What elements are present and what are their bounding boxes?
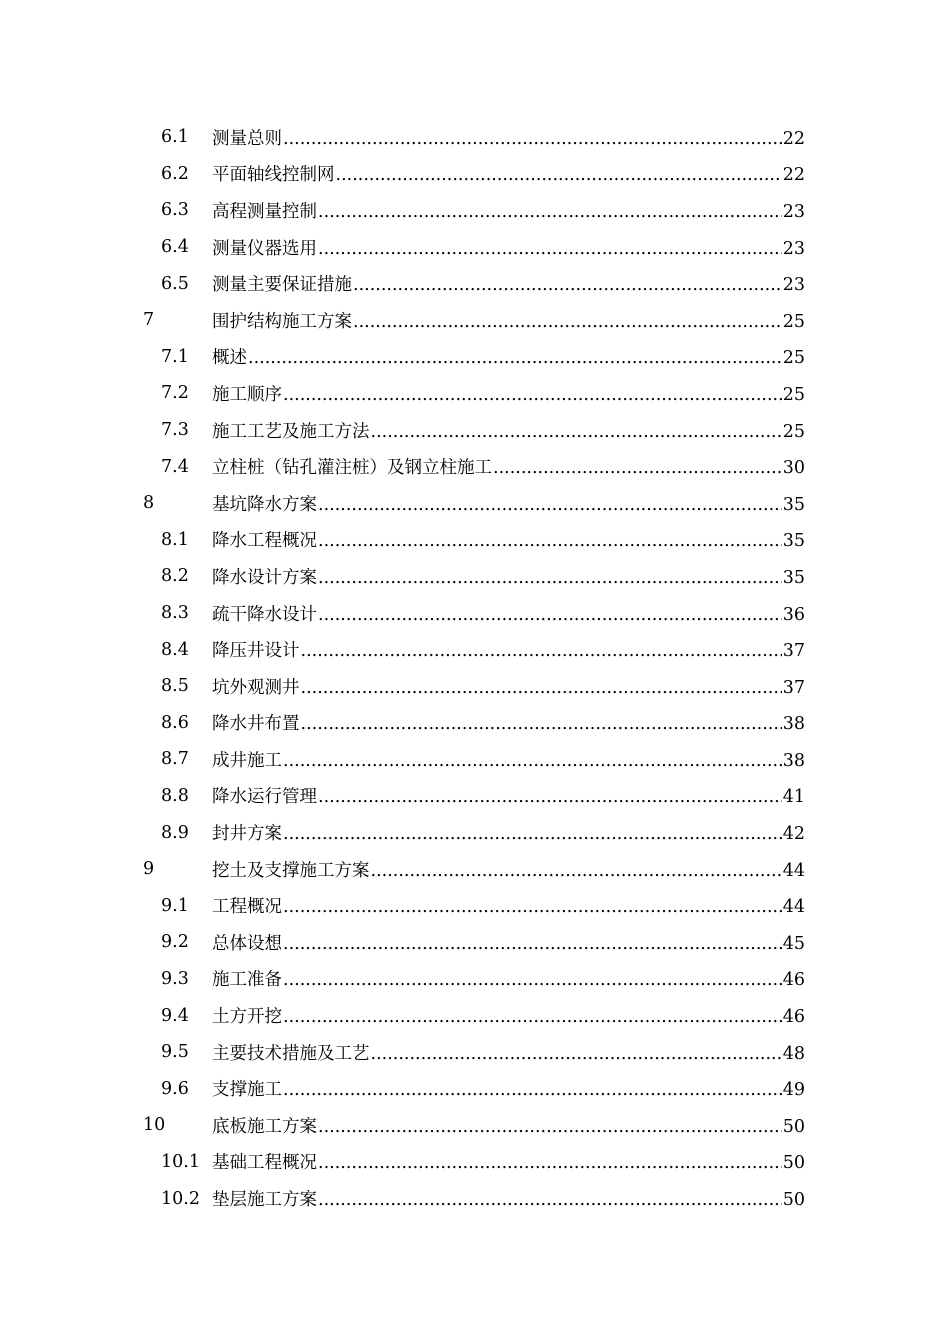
toc-entry-number: 6.4 (161, 237, 189, 258)
toc-entry-page-number: 23 (782, 275, 805, 296)
toc-entry-body (212, 820, 805, 845)
toc-entry[interactable] (0, 851, 950, 888)
toc-entry-page-number: 50 (782, 1190, 805, 1211)
table-of-contents (0, 119, 950, 1217)
toc-entry-number: 8 (143, 493, 155, 514)
toc-entry-number: 7.4 (161, 456, 189, 477)
toc-dot-leader (318, 1117, 782, 1137)
toc-entry-title: 垫层施工方案 (212, 1190, 317, 1211)
toc-entry-title: 土方开挖 (212, 1007, 282, 1028)
toc-entry-page-number: 35 (782, 531, 805, 552)
toc-entry[interactable] (0, 595, 950, 632)
toc-entry-page-number: 45 (782, 933, 805, 954)
toc-entry-number: 8.9 (161, 822, 189, 843)
toc-entry[interactable] (0, 705, 950, 742)
toc-entry-title: 挖土及支撑施工方案 (212, 860, 370, 881)
toc-dot-leader (283, 897, 782, 917)
toc-dot-leader (371, 861, 782, 881)
toc-entry-page-number: 41 (782, 787, 805, 808)
toc-entry[interactable] (0, 339, 950, 376)
toc-entry-number: 8.6 (161, 712, 189, 733)
toc-dot-leader (283, 970, 782, 990)
toc-entry-page-number: 44 (782, 860, 805, 881)
toc-entry-body (212, 710, 805, 735)
toc-entry-page-number: 38 (782, 750, 805, 771)
toc-entry-body (212, 1113, 805, 1138)
toc-entry-title: 降水运行管理 (212, 787, 317, 808)
toc-entry-page-number: 44 (782, 897, 805, 918)
toc-entry-number: 6.3 (161, 200, 189, 221)
toc-entry-number: 7.1 (161, 346, 189, 367)
toc-dot-leader (283, 751, 782, 771)
toc-dot-leader (301, 714, 782, 734)
toc-entry-body (212, 747, 805, 772)
toc-entry-number: 9.1 (161, 895, 189, 916)
toc-entry-page-number: 35 (782, 494, 805, 515)
toc-entry[interactable] (0, 229, 950, 266)
toc-entry-page-number: 23 (782, 238, 805, 259)
toc-dot-leader (283, 824, 782, 844)
toc-entry[interactable] (0, 887, 950, 924)
toc-entry-body (212, 308, 805, 333)
toc-entry[interactable] (0, 156, 950, 193)
toc-entry-title: 降水工程概况 (212, 531, 317, 552)
toc-entry-page-number: 42 (782, 824, 805, 845)
toc-entry[interactable] (0, 1180, 950, 1217)
toc-entry[interactable] (0, 924, 950, 961)
toc-entry[interactable] (0, 1144, 950, 1181)
toc-entry-title: 疏干降水设计 (212, 604, 317, 625)
toc-entry[interactable] (0, 302, 950, 339)
toc-entry-number: 10 (143, 1115, 166, 1136)
toc-entry-number: 7.2 (161, 383, 189, 404)
toc-entry-title: 施工工艺及施工方法 (212, 421, 370, 442)
toc-entry-body (212, 125, 805, 150)
toc-entry-page-number: 50 (782, 1153, 805, 1174)
toc-entry-title: 围护结构施工方案 (212, 311, 352, 332)
toc-entry-title: 工程概况 (212, 897, 282, 918)
toc-entry-number: 9.4 (161, 1005, 189, 1026)
toc-entry-title: 封井方案 (212, 824, 282, 845)
toc-entry-body (212, 381, 805, 406)
toc-entry-title: 平面轴线控制网 (212, 165, 335, 186)
toc-entry-page-number: 49 (782, 1080, 805, 1101)
toc-entry-body (212, 1040, 805, 1065)
toc-entry-title: 总体设想 (212, 933, 282, 954)
toc-entry-body (212, 893, 805, 918)
toc-entry[interactable] (0, 412, 950, 449)
toc-entry[interactable] (0, 558, 950, 595)
toc-entry-title: 概述 (212, 348, 247, 369)
toc-entry-page-number: 25 (782, 311, 805, 332)
toc-entry[interactable] (0, 1107, 950, 1144)
toc-entry-body (212, 161, 805, 186)
toc-entry-page-number: 25 (782, 348, 805, 369)
toc-entry-page-number: 46 (782, 970, 805, 991)
toc-entry-number: 8.4 (161, 639, 189, 660)
toc-entry-number: 7 (143, 310, 155, 331)
toc-dot-leader (318, 531, 782, 551)
toc-dot-leader (318, 568, 782, 588)
toc-entry-number: 8.1 (161, 529, 189, 550)
toc-dot-leader (248, 348, 782, 368)
toc-entry-title: 成井施工 (212, 750, 282, 771)
toc-dot-leader (493, 458, 782, 478)
toc-entry-body (212, 344, 805, 369)
toc-entry-body (212, 1149, 805, 1174)
toc-entry-number: 9.3 (161, 968, 189, 989)
toc-dot-leader (318, 787, 782, 807)
toc-entry-body (212, 674, 805, 699)
toc-entry[interactable] (0, 375, 950, 412)
toc-entry-number: 8.8 (161, 785, 189, 806)
toc-dot-leader (336, 165, 782, 185)
toc-entry-number: 8.7 (161, 749, 189, 770)
toc-entry-number: 8.5 (161, 676, 189, 697)
toc-entry[interactable] (0, 485, 950, 522)
toc-entry-page-number: 25 (782, 384, 805, 405)
toc-entry-title: 降压井设计 (212, 641, 300, 662)
toc-entry-title: 高程测量控制 (212, 201, 317, 222)
toc-entry-body (212, 418, 805, 443)
toc-entry-number: 8.3 (161, 603, 189, 624)
toc-entry[interactable] (0, 778, 950, 815)
toc-entry-title: 测量总则 (212, 128, 282, 149)
toc-entry-title: 立柱桩（钻孔灌注桩）及钢立柱施工 (212, 458, 492, 479)
toc-entry-page-number: 22 (782, 128, 805, 149)
toc-entry-page-number: 50 (782, 1116, 805, 1137)
toc-entry-page-number: 23 (782, 201, 805, 222)
toc-entry-page-number: 36 (782, 604, 805, 625)
toc-entry-title: 支撑施工 (212, 1080, 282, 1101)
toc-entry-title: 施工准备 (212, 970, 282, 991)
toc-entry-number: 6.5 (161, 273, 189, 294)
toc-entry[interactable] (0, 522, 950, 559)
toc-dot-leader (371, 1044, 782, 1064)
toc-entry-body (212, 637, 805, 662)
toc-entry[interactable] (0, 119, 950, 156)
toc-entry-title: 坑外观测井 (212, 677, 300, 698)
toc-entry-title: 测量主要保证措施 (212, 275, 352, 296)
toc-entry-number: 10.2 (161, 1188, 200, 1209)
toc-entry-number: 7.3 (161, 420, 189, 441)
toc-entry-title: 基础工程概况 (212, 1153, 317, 1174)
toc-entry-title: 降水设计方案 (212, 567, 317, 588)
toc-entry[interactable] (0, 997, 950, 1034)
toc-entry-body (212, 1003, 805, 1028)
toc-entry-body (212, 564, 805, 589)
toc-entry-body (212, 235, 805, 260)
toc-entry-title: 降水井布置 (212, 714, 300, 735)
toc-entry-body (212, 601, 805, 626)
toc-dot-leader (353, 275, 782, 295)
toc-entry[interactable] (0, 448, 950, 485)
toc-dot-leader (318, 1190, 782, 1210)
toc-entry-body (212, 527, 805, 552)
toc-entry-body (212, 930, 805, 955)
toc-entry-body (212, 271, 805, 296)
toc-dot-leader (283, 129, 782, 149)
toc-dot-leader (353, 312, 782, 332)
toc-entry-title: 基坑降水方案 (212, 494, 317, 515)
toc-entry[interactable] (0, 741, 950, 778)
toc-dot-leader (301, 641, 782, 661)
toc-entry-title: 测量仪器选用 (212, 238, 317, 259)
toc-entry[interactable] (0, 192, 950, 229)
toc-entry[interactable] (0, 265, 950, 302)
toc-entry-body (212, 491, 805, 516)
toc-entry-title: 底板施工方案 (212, 1116, 317, 1137)
toc-entry-page-number: 25 (782, 421, 805, 442)
toc-entry-body (212, 454, 805, 479)
toc-dot-leader (318, 1153, 782, 1173)
toc-dot-leader (318, 605, 782, 625)
toc-entry-number: 10.1 (161, 1151, 200, 1172)
toc-entry[interactable] (0, 814, 950, 851)
toc-entry-body (212, 198, 805, 223)
toc-entry[interactable] (0, 1070, 950, 1107)
toc-entry-title: 主要技术措施及工艺 (212, 1043, 370, 1064)
toc-entry[interactable] (0, 961, 950, 998)
toc-entry-number: 6.2 (161, 163, 189, 184)
toc-entry-number: 9.2 (161, 932, 189, 953)
toc-entry-body (212, 966, 805, 991)
toc-dot-leader (283, 1080, 782, 1100)
toc-dot-leader (371, 422, 782, 442)
toc-entry-page-number: 22 (782, 165, 805, 186)
toc-entry[interactable] (0, 631, 950, 668)
toc-entry-number: 6.1 (161, 127, 189, 148)
toc-entry-page-number: 35 (782, 567, 805, 588)
toc-entry-body (212, 1186, 805, 1211)
toc-entry-page-number: 46 (782, 1007, 805, 1028)
toc-entry[interactable] (0, 668, 950, 705)
toc-dot-leader (283, 385, 782, 405)
toc-entry[interactable] (0, 1034, 950, 1071)
toc-entry-body (212, 857, 805, 882)
toc-dot-leader (318, 495, 782, 515)
toc-dot-leader (318, 239, 782, 259)
toc-entry-number: 9 (143, 859, 155, 880)
toc-entry-number: 8.2 (161, 566, 189, 587)
toc-dot-leader (301, 678, 782, 698)
toc-entry-number: 9.6 (161, 1078, 189, 1099)
toc-entry-body (212, 783, 805, 808)
toc-dot-leader (283, 1007, 782, 1027)
toc-entry-page-number: 37 (782, 677, 805, 698)
toc-dot-leader (283, 934, 782, 954)
toc-entry-title: 施工顺序 (212, 384, 282, 405)
toc-entry-page-number: 30 (782, 458, 805, 479)
toc-entry-number: 9.5 (161, 1042, 189, 1063)
toc-dot-leader (318, 202, 782, 222)
toc-entry-page-number: 37 (782, 641, 805, 662)
toc-entry-page-number: 38 (782, 714, 805, 735)
toc-entry-body (212, 1076, 805, 1101)
toc-entry-page-number: 48 (782, 1043, 805, 1064)
